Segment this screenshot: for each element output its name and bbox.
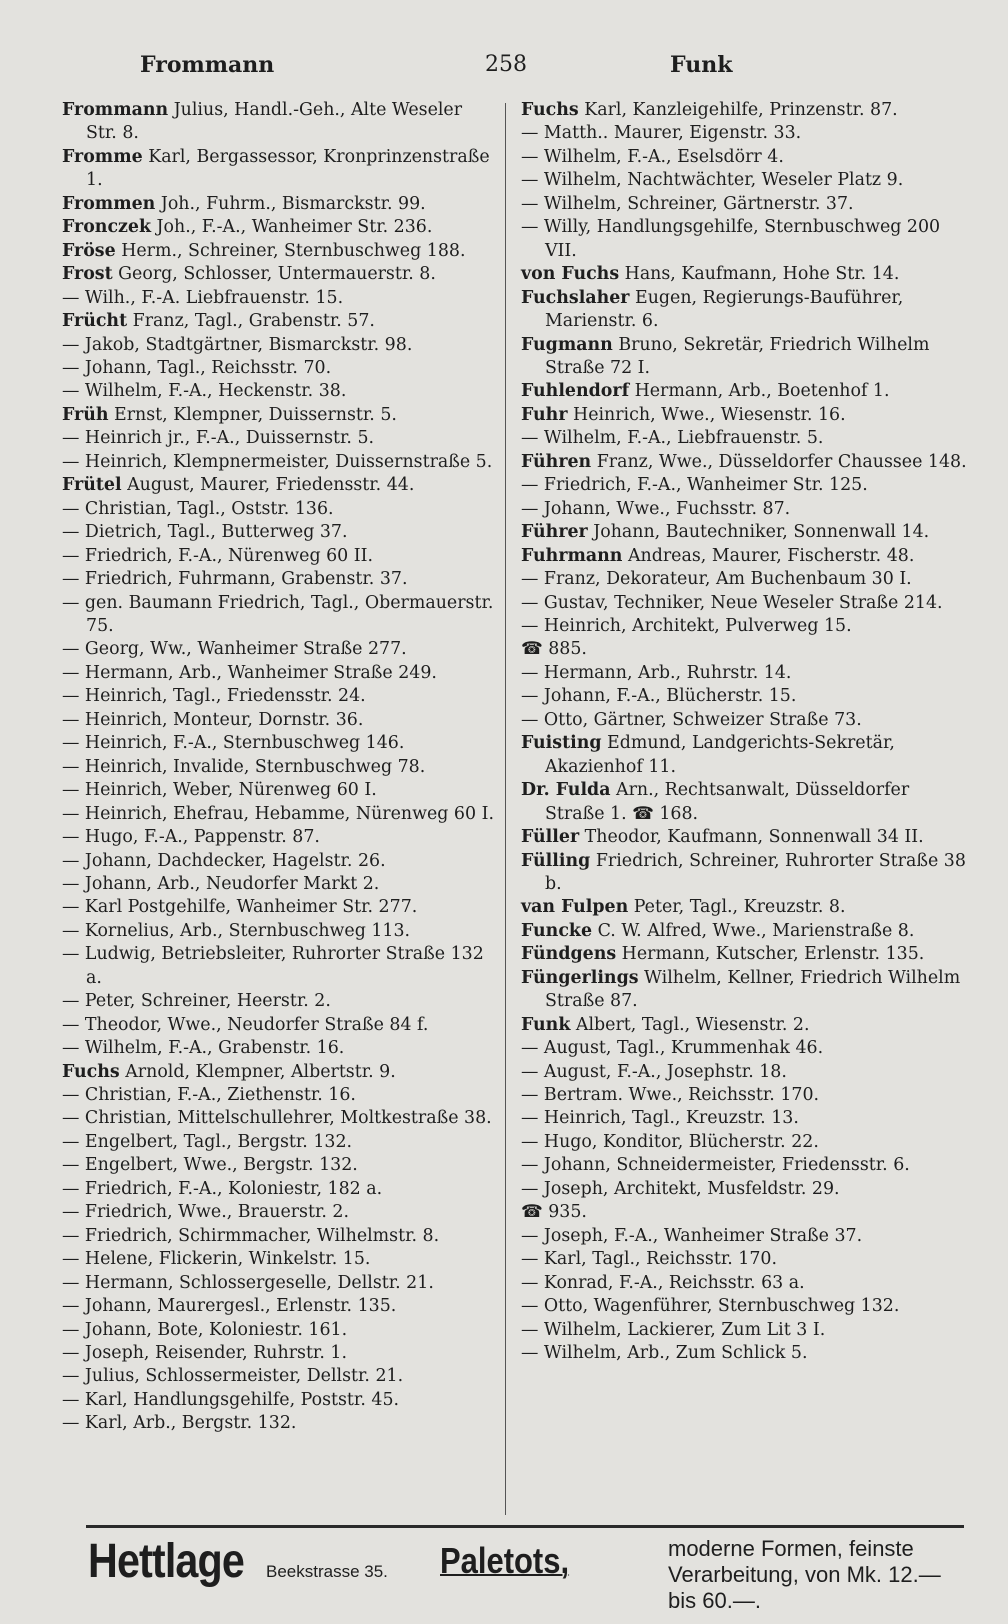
- directory-entry: [62, 334, 498, 357]
- entry-details: — Kornelius, Arb., Sternbuschweg 113.: [62, 920, 411, 941]
- directory-entry: [521, 263, 968, 286]
- entry-surname: von Fuchs: [521, 264, 620, 285]
- directory-entry: [62, 850, 498, 873]
- entry-details: — Karl, Handlungsgehilfe, Poststr. 45.: [62, 1389, 400, 1410]
- entry-details: — Bertram. Wwe., Reichsstr. 170.: [521, 1085, 820, 1106]
- entry-details: — Heinrich, Weber, Nürenweg 60 I.: [62, 780, 377, 801]
- entry-details: — Karl Postgehilfe, Wanheimer Str. 277.: [62, 897, 418, 918]
- directory-entry: [521, 122, 968, 145]
- entry-details: Johann, Bautechniker, Sonnenwall 14.: [587, 522, 930, 543]
- directory-entry: [62, 474, 498, 497]
- directory-entry: [62, 662, 498, 685]
- entry-surname: Fröse: [62, 240, 116, 261]
- entry-details: Julius, Handl.-Geh., Alte Weseler Str. 8.: [86, 100, 463, 144]
- directory-entry: [62, 1131, 498, 1154]
- entry-details: ☎ 885.: [521, 639, 587, 660]
- directory-entry: [521, 545, 968, 568]
- entry-surname: Frost: [62, 264, 113, 285]
- entry-details: — Friedrich, F.-A., Wanheimer Str. 125.: [521, 475, 868, 496]
- directory-entry: [62, 1389, 498, 1412]
- entry-details: Georg, Schlosser, Untermauerstr. 8.: [112, 264, 436, 285]
- entry-surname: Fuchs: [62, 1061, 120, 1082]
- entry-details: — Wilhelm, F.-A., Heckenstr. 38.: [62, 381, 347, 402]
- directory-entry: [62, 1107, 498, 1130]
- directory-entry: [521, 1014, 968, 1037]
- directory-entry: [521, 1037, 968, 1060]
- directory-entry: [521, 1131, 968, 1154]
- entry-details: — Engelbert, Wwe., Bergstr. 132.: [62, 1155, 358, 1176]
- directory-entry: [521, 967, 968, 1014]
- entry-surname: Frommann: [62, 100, 169, 120]
- entry-surname: Frütel: [62, 475, 122, 496]
- directory-entry: [62, 310, 498, 333]
- entry-details: Franz, Tagl., Grabenstr. 57.: [127, 311, 375, 332]
- entry-details: — Gustav, Techniker, Neue Weseler Straße 214.: [521, 592, 943, 613]
- directory-entry: [521, 638, 968, 661]
- entry-details: Karl, Bergassessor, Kronprinzenstraße 1.: [86, 146, 490, 191]
- entry-details: Friedrich, Schreiner, Ruhrorter Straße 38 b.: [545, 850, 966, 894]
- directory-entry: [521, 662, 968, 685]
- entry-details: — Otto, Gärtner, Schweizer Straße 73.: [521, 709, 862, 730]
- directory-entry: [62, 521, 498, 544]
- entry-details: — Karl, Arb., Bergstr. 132.: [62, 1413, 297, 1434]
- directory-entry: [62, 803, 498, 826]
- directory-entry: [62, 638, 498, 661]
- directory-entry: [521, 1061, 968, 1084]
- entry-details: Edmund, Landgerichts-Sekretär, Akazienhof 11.: [545, 733, 895, 777]
- entry-surname: Frücht: [62, 311, 128, 332]
- entry-surname: Füller: [521, 827, 580, 848]
- entry-details: Wilhelm, Kellner, Friedrich Wilhelm Straße 87.: [545, 967, 961, 1012]
- directory-entry: [62, 427, 498, 450]
- entry-details: — Christian, Mittelschullehrer, Moltkestraße 38.: [62, 1108, 492, 1129]
- directory-entry: [62, 873, 498, 896]
- entry-surname: Früh: [62, 404, 109, 425]
- entry-surname: Fuchslaher: [521, 287, 630, 308]
- advertisement: [88, 1534, 968, 1613]
- entry-details: Ernst, Klempner, Duissernstr. 5.: [108, 404, 397, 425]
- directory-entry: [521, 427, 968, 450]
- directory-entry: [521, 1154, 968, 1177]
- directory-entry: [62, 592, 498, 639]
- entry-details: Bruno, Sekretär, Friedrich Wilhelm Straße 72 I.: [545, 334, 930, 378]
- entry-details: — Georg, Ww., Wanheimer Straße 277.: [62, 639, 407, 660]
- entry-details: Hermann, Arb., Boetenhof 1.: [629, 381, 890, 402]
- entry-surname: Fuisting: [521, 733, 602, 754]
- directory-entry: [521, 451, 968, 474]
- directory-entry: [521, 380, 968, 403]
- entry-details: Andreas, Maurer, Fischerstr. 48.: [622, 545, 915, 566]
- entry-surname: Fuhrmann: [521, 545, 623, 566]
- entry-details: Hans, Kaufmann, Hohe Str. 14.: [619, 264, 900, 285]
- entry-details: Arn., Rechtsanwalt, Düsseldorfer Straße 1. ☎ 168.: [545, 780, 910, 824]
- entry-details: — Heinrich, Invalide, Sternbuschweg 78.: [62, 756, 426, 777]
- entry-details: — Friedrich, F.-A., Koloniestr, 182 a.: [62, 1178, 383, 1199]
- entry-details: August, Maurer, Friedensstr. 44.: [121, 475, 415, 496]
- entry-details: — Otto, Wagenführer, Sternbuschweg 132.: [521, 1296, 900, 1317]
- entry-details: — Wilh., F.-A. Liebfrauenstr. 15.: [62, 287, 344, 308]
- entry-details: — Heinrich, Tagl., Friedensstr. 24.: [62, 686, 366, 707]
- directory-entry: [521, 1107, 968, 1130]
- right-column: [521, 99, 968, 1517]
- directory-entry: [521, 709, 968, 732]
- entry-details: — Theodor, Wwe., Neudorfer Straße 84 f.: [62, 1014, 429, 1035]
- entry-surname: Fugmann: [521, 334, 613, 355]
- entry-details: — Johann, Bote, Koloniestr. 161.: [62, 1319, 348, 1340]
- entry-details: — Dietrich, Tagl., Butterweg 37.: [62, 522, 348, 543]
- directory-entry: [521, 568, 968, 591]
- directory-entry: [521, 521, 968, 544]
- entry-details: Joh., F.-A., Wanheimer Str. 236.: [151, 217, 433, 238]
- entry-details: — Heinrich, Tagl., Kreuzstr. 13.: [521, 1108, 799, 1129]
- directory-entry: [62, 1201, 498, 1224]
- directory-entry: [521, 1272, 968, 1295]
- entry-details: — Konrad, F.-A., Reichsstr. 63 a.: [521, 1272, 805, 1293]
- entry-surname: Funcke: [521, 920, 593, 941]
- entry-surname: Führen: [521, 451, 592, 472]
- entry-details: — Wilhelm, Schreiner, Gärtnerstr. 37.: [521, 193, 854, 214]
- entry-details: Theodor, Kaufmann, Sonnenwall 34 II.: [579, 827, 924, 848]
- entry-details: Arnold, Klempner, Albertstr. 9.: [119, 1061, 396, 1082]
- directory-entry: [62, 193, 498, 216]
- entry-details: — Julius, Schlossermeister, Dellstr. 21.: [62, 1366, 404, 1387]
- directory-entry: [62, 404, 498, 427]
- directory-entry: [521, 1248, 968, 1271]
- entry-details: Peter, Tagl., Kreuzstr. 8.: [628, 897, 846, 918]
- entry-details: — Johann, Wwe., Fuchsstr. 87.: [521, 498, 791, 519]
- entry-details: — Hugo, Konditor, Blücherstr. 22.: [521, 1131, 819, 1152]
- entry-details: — Hermann, Arb., Ruhrstr. 14.: [521, 662, 792, 683]
- page-number: 258: [485, 52, 527, 77]
- directory-entry: [521, 1295, 968, 1318]
- directory-entry: [521, 1201, 968, 1224]
- directory-entry: [62, 943, 498, 990]
- entry-details: Joh., Fuhrm., Bismarckstr. 99.: [155, 193, 426, 214]
- directory-entry: [62, 1412, 498, 1435]
- directory-entry: [62, 1084, 498, 1107]
- directory-entry: [62, 990, 498, 1013]
- entry-details: Franz, Wwe., Düsseldorfer Chaussee 148.: [591, 451, 967, 472]
- directory-entry: [62, 568, 498, 591]
- directory-entry: [62, 826, 498, 849]
- entry-surname: Fromme: [62, 146, 143, 167]
- directory-entry: [521, 216, 968, 263]
- directory-entry: [521, 850, 968, 897]
- directory-entry: [521, 334, 968, 381]
- directory-entry: [62, 99, 498, 146]
- entry-details: — Heinrich, F.-A., Sternbuschweg 146.: [62, 733, 405, 754]
- directory-entry: [62, 896, 498, 919]
- entry-details: — Wilhelm, Lackierer, Zum Lit 3 I.: [521, 1319, 826, 1340]
- directory-entry: [521, 592, 968, 615]
- entry-details: — Heinrich, Ehefrau, Hebamme, Nürenweg 60 I.: [62, 803, 494, 824]
- entry-details: — Johann, F.-A., Blücherstr. 15.: [521, 686, 797, 707]
- directory-entry: [521, 685, 968, 708]
- entry-details: — Joseph, F.-A., Wanheimer Straße 37.: [521, 1225, 863, 1246]
- entry-details: — Johann, Tagl., Reichsstr. 70.: [62, 357, 332, 378]
- entry-details: — Joseph, Reisender, Ruhrstr. 1.: [62, 1343, 347, 1364]
- ad-description: moderne Formen, feinste Verarbeitung, von Mk. 12.— bis 60.—.: [668, 1536, 941, 1613]
- directory-entry: [521, 615, 968, 638]
- directory-entry: [521, 498, 968, 521]
- directory-entry: [62, 380, 498, 403]
- entry-details: — Hermann, Arb., Wanheimer Straße 249.: [62, 662, 437, 683]
- directory-entry: [521, 1225, 968, 1248]
- advertisement-rule: [86, 1525, 964, 1528]
- entry-details: — Friedrich, Schirmmacher, Wilhelmstr. 8.: [62, 1225, 440, 1246]
- entry-details: — Wilhelm, F.-A., Eselsdörr 4.: [521, 146, 784, 167]
- directory-entry: [62, 1365, 498, 1388]
- entry-details: — Wilhelm, F.-A., Grabenstr. 16.: [62, 1038, 345, 1059]
- entry-details: — Wilhelm, Arb., Zum Schlick 5.: [521, 1343, 808, 1364]
- directory-entry: [62, 545, 498, 568]
- directory-entry: [521, 169, 968, 192]
- directory-entry: [521, 474, 968, 497]
- directory-entry: [521, 1319, 968, 1342]
- directory-entry: [62, 1248, 498, 1271]
- directory-entry: [62, 1178, 498, 1201]
- left-column: [62, 99, 498, 1517]
- directory-entry: [62, 146, 498, 193]
- entry-details: — Heinrich, Monteur, Dornstr. 36.: [62, 709, 364, 730]
- ad-address: Beekstrasse 35.: [266, 1562, 388, 1581]
- directory-entry: [62, 756, 498, 779]
- directory-entry: [62, 709, 498, 732]
- directory-entry: [62, 240, 498, 263]
- entry-details: — August, Tagl., Krummenhak 46.: [521, 1038, 824, 1059]
- entry-details: — Helene, Flickerin, Winkelstr. 15.: [62, 1249, 371, 1270]
- entry-details: — Karl, Tagl., Reichsstr. 170.: [521, 1249, 778, 1270]
- entry-details: — Friedrich, Wwe., Brauerstr. 2.: [62, 1202, 350, 1223]
- entry-details: — Christian, F.-A., Ziethenstr. 16.: [62, 1085, 356, 1106]
- directory-entry: [62, 263, 498, 286]
- directory-entry: [62, 1014, 498, 1037]
- directory-entry: [521, 826, 968, 849]
- directory-entry: [62, 1061, 498, 1084]
- entry-details: ☎ 935.: [521, 1202, 587, 1223]
- directory-entry: [62, 451, 498, 474]
- directory-entry: [62, 287, 498, 310]
- directory-entry: [62, 1225, 498, 1248]
- entry-details: — Willy, Handlungsgehilfe, Sternbuschweg 200 VII.: [521, 217, 941, 261]
- directory-entry: [521, 146, 968, 169]
- directory-entry: [62, 1037, 498, 1060]
- entry-surname: Fülling: [521, 850, 591, 871]
- entry-details: — Engelbert, Tagl., Bergstr. 132.: [62, 1131, 353, 1152]
- entry-details: — Hermann, Schlossergeselle, Dellstr. 21.: [62, 1272, 434, 1293]
- entry-details: — Matth.. Maurer, Eigenstr. 33.: [521, 123, 802, 144]
- entry-surname: Führer: [521, 522, 588, 543]
- entry-surname: Fuhr: [521, 404, 568, 425]
- entry-details: — Johann, Schneidermeister, Friedensstr. 6.: [521, 1155, 910, 1176]
- directory-entry: [521, 732, 968, 779]
- entry-details: — Joseph, Architekt, Musfeldstr. 29.: [521, 1178, 840, 1199]
- directory-entry: [62, 357, 498, 380]
- entry-surname: van Fulpen: [521, 897, 629, 918]
- directory-entry: [62, 1342, 498, 1365]
- header-first-name: Frommann: [140, 52, 275, 78]
- entry-details: — Johann, Arb., Neudorfer Markt 2.: [62, 873, 380, 894]
- entry-surname: Frommen: [62, 193, 156, 214]
- directory-entry: [62, 685, 498, 708]
- directory-entry: [62, 920, 498, 943]
- directory-entry: [521, 779, 968, 826]
- directory-entry: [521, 920, 968, 943]
- entry-details: — Hugo, F.-A., Pappenstr. 87.: [62, 827, 320, 848]
- directory-entry: [62, 1272, 498, 1295]
- entry-details: — Peter, Schreiner, Heerstr. 2.: [62, 991, 331, 1012]
- entry-details: Herm., Schreiner, Sternbuschweg 188.: [115, 240, 466, 261]
- entry-details: — Wilhelm, Nachtwächter, Weseler Platz 9.: [521, 170, 904, 191]
- entry-details: — Johann, Dachdecker, Hagelstr. 26.: [62, 850, 386, 871]
- directory-entry: [521, 404, 968, 427]
- directory-entry: [62, 1295, 498, 1318]
- ad-brand: Hettlage: [88, 1535, 244, 1588]
- directory-entry: [62, 1154, 498, 1177]
- entry-details: — Johann, Maurergesl., Erlenstr. 135.: [62, 1296, 397, 1317]
- entry-details: Hermann, Kutscher, Erlenstr. 135.: [616, 944, 925, 965]
- entry-details: — August, F.-A., Josephstr. 18.: [521, 1061, 787, 1082]
- entry-surname: Fündgens: [521, 944, 617, 965]
- entry-surname: Füngerlings: [521, 967, 639, 988]
- entry-details: Heinrich, Wwe., Wiesenstr. 16.: [567, 404, 846, 425]
- entry-surname: Funk: [521, 1014, 571, 1035]
- column-divider: [505, 103, 506, 1515]
- entry-details: C. W. Alfred, Wwe., Marienstraße 8.: [592, 920, 915, 941]
- entry-details: — Ludwig, Betriebsleiter, Ruhrorter Straße 132 a.: [62, 944, 484, 988]
- entry-details: — Franz, Dekorateur, Am Buchenbaum 30 I.: [521, 569, 912, 590]
- entry-details: Albert, Tagl., Wiesenstr. 2.: [570, 1014, 810, 1035]
- header-last-name: Funk: [670, 52, 733, 78]
- entry-details: — gen. Baumann Friedrich, Tagl., Obermauerstr. 75.: [62, 592, 494, 636]
- directory-entry: [521, 99, 968, 122]
- entry-details: — Jakob, Stadtgärtner, Bismarckstr. 98.: [62, 334, 413, 355]
- entry-details: Karl, Kanzleigehilfe, Prinzenstr. 87.: [578, 100, 898, 120]
- entry-surname: Fuhlendorf: [521, 381, 630, 402]
- ad-product: Paletots,: [440, 1540, 570, 1581]
- directory-entry: [62, 732, 498, 755]
- directory-entry: [521, 1342, 968, 1365]
- entry-details: — Wilhelm, F.-A., Liebfrauenstr. 5.: [521, 428, 824, 449]
- entry-details: — Friedrich, F.-A., Nürenweg 60 II.: [62, 545, 374, 566]
- entry-details: — Friedrich, Fuhrmann, Grabenstr. 37.: [62, 569, 408, 590]
- entry-details: — Christian, Tagl., Oststr. 136.: [62, 498, 334, 519]
- directory-entry: [62, 216, 498, 239]
- directory-entry: [62, 1319, 498, 1342]
- entry-details: — Heinrich, Klempnermeister, Duissernstraße 5.: [62, 451, 493, 472]
- directory-entry: [521, 1178, 968, 1201]
- entry-details: — Heinrich jr., F.-A., Duissernstr. 5.: [62, 428, 375, 449]
- directory-entry: [62, 779, 498, 802]
- entry-details: Eugen, Regierungs-Bauführer, Marienstr. 6.: [545, 287, 904, 332]
- entry-surname: Dr. Fulda: [521, 780, 611, 801]
- directory-entry: [521, 943, 968, 966]
- page-header: [60, 52, 960, 86]
- directory-entry: [521, 193, 968, 216]
- entry-details: — Heinrich, Architekt, Pulverweg 15.: [521, 615, 852, 636]
- directory-entry: [521, 1084, 968, 1107]
- directory-entry: [521, 896, 968, 919]
- entry-surname: Fuchs: [521, 100, 579, 120]
- entry-surname: Fronczek: [62, 217, 152, 238]
- directory-entry: [521, 287, 968, 334]
- directory-entry: [62, 498, 498, 521]
